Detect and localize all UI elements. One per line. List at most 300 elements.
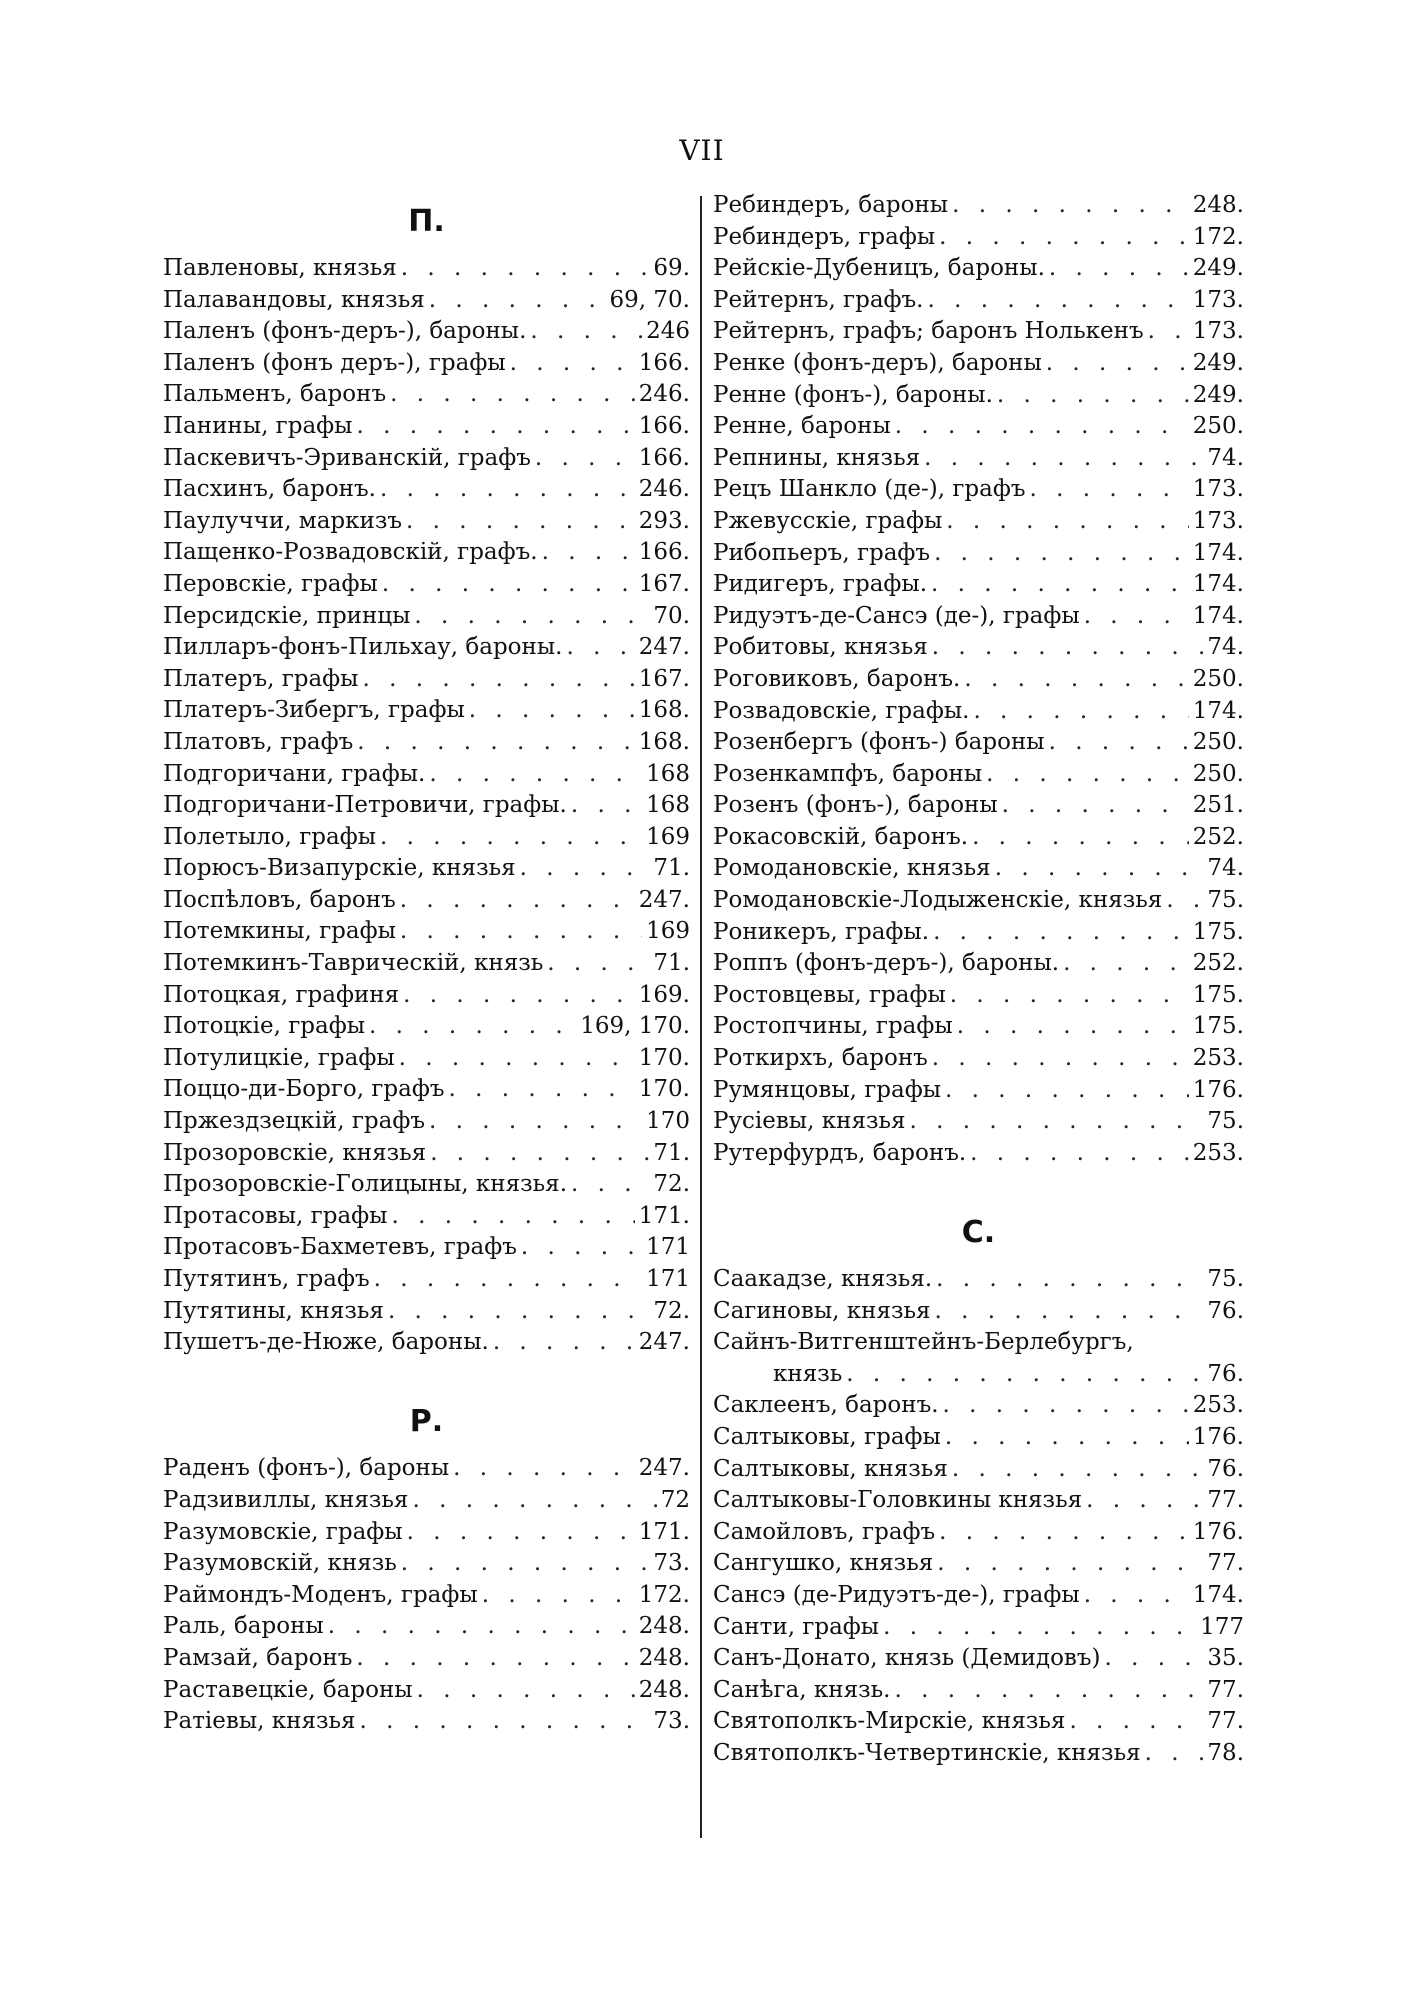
entry-name: Прозоровскіе-Голицыны, князья. bbox=[163, 1171, 568, 1198]
dot-leader bbox=[942, 506, 1189, 538]
entry-page-number: 168. bbox=[638, 697, 690, 724]
entry-page-number: 72. bbox=[653, 1297, 690, 1324]
entry-page-number: 250. bbox=[1192, 665, 1244, 692]
index-entry bbox=[163, 474, 690, 506]
index-entry bbox=[713, 1612, 1244, 1644]
index-entry bbox=[713, 1643, 1244, 1675]
dot-leader bbox=[968, 822, 1189, 854]
entry-name: Робитовы, князья bbox=[713, 634, 928, 661]
index-entry bbox=[163, 443, 690, 475]
entry-page-number: 171 bbox=[646, 1266, 690, 1292]
entry-name: Палавандовы, князья bbox=[163, 286, 425, 313]
index-entry bbox=[163, 348, 690, 380]
entry-page-number: 73. bbox=[653, 1550, 690, 1577]
index-entry bbox=[163, 1611, 690, 1643]
index-entry bbox=[163, 1106, 690, 1138]
entry-name: Ренне, бароны bbox=[713, 413, 891, 440]
index-column-right bbox=[713, 190, 1244, 1770]
index-entry bbox=[713, 727, 1244, 759]
dot-leader bbox=[906, 1106, 1204, 1138]
section-heading: П. bbox=[408, 204, 445, 239]
index-entry bbox=[713, 853, 1244, 885]
entry-name: Сангушко, князья bbox=[713, 1550, 934, 1577]
dot-leader bbox=[384, 1296, 649, 1328]
dot-leader bbox=[930, 538, 1189, 570]
entry-page-number: 176. bbox=[1192, 1423, 1244, 1450]
dot-leader bbox=[397, 253, 650, 285]
entry-name: Радзивиллы, князья bbox=[163, 1486, 409, 1513]
index-entry bbox=[713, 1327, 1244, 1359]
entry-name: Платеръ-Зибергъ, графы bbox=[163, 697, 465, 724]
entry-name: Розенбергъ (фонъ-) бароны bbox=[713, 729, 1045, 756]
entry-page-number: 172. bbox=[638, 1581, 690, 1608]
index-entry bbox=[163, 980, 690, 1012]
entry-name: Салтыковы-Головкины князья bbox=[713, 1487, 1083, 1514]
dot-leader bbox=[408, 1485, 656, 1517]
entry-name: князь bbox=[773, 1360, 843, 1387]
index-entry bbox=[713, 506, 1244, 538]
dot-leader bbox=[1162, 885, 1203, 917]
entry-page-number: 77. bbox=[1207, 1487, 1244, 1514]
index-entry bbox=[713, 1106, 1244, 1138]
entry-name: Роткирхъ, баронъ bbox=[713, 1045, 928, 1072]
index-entry bbox=[163, 1327, 690, 1359]
entry-page-number: 174. bbox=[1192, 539, 1244, 566]
index-entry bbox=[163, 1232, 690, 1264]
dot-leader bbox=[378, 569, 635, 601]
dot-leader bbox=[324, 1611, 635, 1643]
entry-name: Ростопчины, графы bbox=[713, 1013, 953, 1040]
entry-name: Репнины, князья bbox=[713, 444, 921, 471]
entry-page-number: 174. bbox=[1192, 1581, 1244, 1608]
index-entry bbox=[713, 696, 1244, 728]
entry-name: Роппъ (фонъ-деръ-), бароны. bbox=[713, 950, 1060, 977]
section-heading: Р. bbox=[409, 1404, 444, 1440]
entry-page-number: 78. bbox=[1207, 1739, 1244, 1766]
dot-leader bbox=[370, 1264, 643, 1296]
index-entry bbox=[713, 1296, 1244, 1328]
entry-name: Рейскіе-Дубеницъ, бароны. bbox=[713, 255, 1045, 282]
entry-name: Потоцкая, графиня bbox=[163, 981, 400, 1008]
dot-leader bbox=[935, 222, 1189, 254]
entry-page-number: 170. bbox=[638, 1076, 690, 1103]
entry-page-number: 168 bbox=[646, 792, 690, 819]
dot-leader bbox=[444, 1074, 634, 1106]
entry-page-number: 170 bbox=[646, 1108, 690, 1135]
index-entry bbox=[163, 1296, 690, 1328]
entry-page-number: 247. bbox=[638, 1455, 690, 1482]
entry-name: Паулуччи, маркизъ bbox=[163, 507, 403, 534]
entry-name: Рутерфурдъ, баронъ. bbox=[713, 1139, 967, 1166]
entry-name: Рейтернъ, графъ. bbox=[713, 286, 924, 313]
entry-name: Салтыковы, князья bbox=[713, 1455, 948, 1482]
dot-leader bbox=[933, 1548, 1203, 1580]
index-entry bbox=[163, 1011, 690, 1043]
index-entry bbox=[713, 1517, 1244, 1549]
dot-leader bbox=[426, 1138, 649, 1170]
entry-page-number: 173. bbox=[1192, 318, 1244, 345]
entry-name: Сайнъ-Витгенштейнъ-Берлебургъ, bbox=[713, 1329, 1134, 1356]
entry-name: Рецъ Шанкло (де-), графъ bbox=[713, 476, 1026, 503]
dot-leader bbox=[932, 1264, 1203, 1296]
index-entry bbox=[163, 1580, 690, 1612]
index-entry bbox=[713, 1011, 1244, 1043]
entry-page-number: 71. bbox=[653, 950, 690, 977]
entry-name: Раль, бароны bbox=[163, 1613, 324, 1640]
entry-name: Путятинъ, графъ bbox=[163, 1266, 370, 1292]
entry-page-number: 174. bbox=[1192, 697, 1244, 724]
index-entry bbox=[163, 1485, 690, 1517]
index-entry bbox=[163, 569, 690, 601]
index-entry bbox=[713, 1390, 1244, 1422]
entry-name: Ромодановскіе, князья bbox=[713, 855, 991, 882]
dot-leader bbox=[879, 1612, 1196, 1644]
entry-page-number: 249. bbox=[1192, 255, 1244, 282]
entry-name: Потемкинъ-Таврическій, князь bbox=[163, 950, 544, 977]
entry-name: Раставецкіе, бароны bbox=[163, 1676, 413, 1703]
entry-name: Сансэ (де-Ридуэтъ-де-), графы bbox=[713, 1581, 1080, 1608]
entry-page-number: 77. bbox=[1207, 1708, 1244, 1735]
entry-page-number: 175. bbox=[1192, 918, 1244, 945]
index-entry bbox=[163, 1264, 690, 1296]
entry-page-number: 172. bbox=[1192, 223, 1244, 250]
index-entry bbox=[163, 601, 690, 633]
entry-page-number: 253. bbox=[1192, 1392, 1244, 1419]
index-entry bbox=[713, 538, 1244, 570]
index-entry bbox=[713, 1706, 1244, 1738]
dot-leader bbox=[396, 916, 642, 948]
entry-page-number: 170. bbox=[638, 1044, 690, 1071]
entry-page-number: 166. bbox=[638, 444, 690, 471]
column-divider bbox=[700, 196, 702, 1838]
section-spacer bbox=[713, 1169, 1244, 1201]
dot-leader bbox=[352, 411, 634, 443]
entry-name: Рокасовскій, баронъ. bbox=[713, 823, 969, 850]
index-entry bbox=[163, 1138, 690, 1170]
entry-name: Пржездзецкій, графъ bbox=[163, 1108, 426, 1135]
entry-name: Павленовы, князья bbox=[163, 255, 397, 281]
entry-name: Путятины, князья bbox=[163, 1297, 384, 1324]
entry-page-number: 175. bbox=[1192, 981, 1244, 1008]
index-entry bbox=[163, 1548, 690, 1580]
entry-name: Платовъ, графъ bbox=[163, 728, 354, 755]
dot-leader bbox=[478, 1580, 635, 1612]
entry-page-number: 171 bbox=[646, 1234, 690, 1261]
dot-leader bbox=[1065, 1706, 1203, 1738]
entry-page-number: 177 bbox=[1200, 1613, 1244, 1640]
entry-page-number: 246. bbox=[638, 381, 690, 408]
entry-page-number: 75. bbox=[1207, 1108, 1244, 1135]
entry-page-number: 169 bbox=[646, 918, 690, 945]
index-entry bbox=[163, 537, 690, 569]
entry-page-number: 69. bbox=[653, 255, 690, 281]
entry-page-number: 168. bbox=[638, 728, 690, 755]
index-entry bbox=[163, 759, 690, 791]
index-entry bbox=[713, 1264, 1244, 1296]
dot-leader bbox=[1059, 948, 1189, 980]
entry-name: Подгоричани, графы. bbox=[163, 760, 426, 787]
dot-leader bbox=[506, 348, 635, 380]
dot-leader bbox=[969, 696, 1188, 728]
index-entry bbox=[163, 285, 690, 317]
dot-leader bbox=[567, 790, 642, 822]
dot-leader bbox=[386, 379, 635, 411]
dot-leader bbox=[1080, 601, 1189, 633]
entry-name: Ребиндеръ, графы bbox=[713, 223, 936, 250]
entry-page-number: 173. bbox=[1192, 476, 1244, 503]
entry-page-number: 176. bbox=[1192, 1518, 1244, 1545]
entry-page-number: 75. bbox=[1207, 1266, 1244, 1292]
dot-leader bbox=[928, 1043, 1189, 1075]
index-entry bbox=[163, 853, 690, 885]
dot-leader bbox=[399, 980, 635, 1012]
dot-leader bbox=[376, 474, 635, 506]
entry-page-number: 166. bbox=[638, 349, 690, 376]
index-entry bbox=[713, 632, 1244, 664]
entry-name: Потемкины, графы bbox=[163, 918, 396, 945]
entry-name: Роговиковъ, баронъ. bbox=[713, 665, 961, 692]
entry-name: Рейтернъ, графъ; баронъ Нолькенъ bbox=[713, 318, 1144, 345]
entry-name: Самойловъ, графъ bbox=[713, 1518, 936, 1545]
entry-name: Подгоричани-Петровичи, графы. bbox=[163, 792, 567, 819]
entry-name: Паленъ (фонъ-деръ-), бароны. bbox=[163, 318, 527, 345]
entry-name: Разумовскіе, графы bbox=[163, 1518, 403, 1545]
entry-page-number: 76. bbox=[1207, 1360, 1244, 1387]
entry-page-number: 35. bbox=[1207, 1645, 1244, 1672]
entry-page-number: 171. bbox=[638, 1518, 690, 1545]
index-entry bbox=[713, 601, 1244, 633]
index-entry bbox=[163, 916, 690, 948]
index-entry bbox=[163, 1643, 690, 1675]
index-entry bbox=[713, 1043, 1244, 1075]
dot-leader bbox=[543, 948, 649, 980]
entry-page-number: 253. bbox=[1192, 1045, 1244, 1072]
dot-leader bbox=[425, 285, 606, 317]
dot-leader bbox=[927, 569, 1189, 601]
dot-leader bbox=[941, 1422, 1189, 1454]
entry-name: Ридуэтъ-де-Сансэ (де-), графы bbox=[713, 602, 1080, 629]
entry-page-number: 250. bbox=[1192, 413, 1244, 440]
dot-leader bbox=[929, 917, 1189, 949]
index-entry bbox=[713, 1548, 1244, 1580]
entry-name: Полетыло, графы bbox=[163, 823, 377, 850]
dot-leader bbox=[352, 1643, 634, 1675]
entry-page-number: 246. bbox=[638, 476, 690, 503]
entry-name: Раймондъ-Моденъ, графы bbox=[163, 1581, 478, 1608]
entry-page-number: 166. bbox=[638, 539, 690, 566]
entry-name: Прозоровскіе, князья bbox=[163, 1139, 427, 1166]
index-entry bbox=[713, 222, 1244, 254]
index-entry bbox=[163, 1169, 690, 1201]
dot-leader bbox=[1026, 474, 1189, 506]
entry-name: Рибопьеръ, графъ bbox=[713, 539, 931, 566]
dot-leader bbox=[891, 1675, 1204, 1707]
index-entry bbox=[163, 253, 690, 285]
entry-name: Ратіевы, князья bbox=[163, 1708, 356, 1735]
index-entry bbox=[163, 506, 690, 538]
entry-page-number: 70. bbox=[653, 602, 690, 629]
dot-leader bbox=[356, 1706, 650, 1738]
dot-leader bbox=[449, 1453, 635, 1485]
entry-page-number: 175. bbox=[1192, 1013, 1244, 1040]
index-entry bbox=[713, 569, 1244, 601]
entry-name: Розвадовскіе, графы. bbox=[713, 697, 970, 724]
entry-name: Рамзай, баронъ bbox=[163, 1644, 353, 1671]
dot-leader bbox=[948, 1454, 1204, 1486]
index-entry bbox=[163, 379, 690, 411]
entry-page-number: 71. bbox=[653, 1139, 690, 1166]
entry-page-number: 69, 70. bbox=[609, 286, 690, 313]
index-entry bbox=[713, 1485, 1244, 1517]
entry-page-number: 248. bbox=[638, 1676, 690, 1703]
dot-leader bbox=[941, 1075, 1189, 1107]
dot-leader bbox=[960, 664, 1188, 696]
index-entry bbox=[163, 664, 690, 696]
dot-leader bbox=[931, 1296, 1204, 1328]
dot-leader bbox=[993, 380, 1189, 412]
index-entry bbox=[163, 1201, 690, 1233]
dot-leader bbox=[982, 759, 1189, 791]
dot-leader bbox=[953, 1011, 1189, 1043]
dot-leader bbox=[365, 1011, 576, 1043]
index-entry bbox=[713, 759, 1244, 791]
dot-leader bbox=[939, 1390, 1189, 1422]
entry-page-number: 248. bbox=[638, 1644, 690, 1671]
entry-name: Санѣга, князь. bbox=[713, 1676, 891, 1703]
dot-leader bbox=[842, 1359, 1203, 1391]
dot-leader bbox=[946, 980, 1189, 1012]
dot-leader bbox=[998, 790, 1189, 822]
dot-leader bbox=[538, 537, 635, 569]
entry-name: Святополкъ-Четвертинскіе, князья bbox=[713, 1739, 1141, 1766]
index-entry bbox=[713, 1738, 1244, 1770]
entry-page-number: 74. bbox=[1207, 444, 1244, 471]
entry-name: Румянцовы, графы bbox=[713, 1076, 942, 1103]
index-entry bbox=[713, 443, 1244, 475]
entry-name: Раденъ (фонъ-), бароны bbox=[163, 1455, 450, 1482]
entry-page-number: 72. bbox=[653, 1171, 690, 1198]
entry-page-number: 72 bbox=[660, 1486, 690, 1513]
index-column-left bbox=[163, 190, 690, 1738]
index-entry bbox=[163, 727, 690, 759]
entry-page-number: 251. bbox=[1192, 792, 1244, 819]
entry-name: Порюсъ-Визапурскіе, князья bbox=[163, 855, 516, 882]
entry-name: Роникеръ, графы. bbox=[713, 918, 930, 945]
dot-leader bbox=[395, 1043, 635, 1075]
entry-name: Пилларъ-фонъ-Пильхау, бароны. bbox=[163, 634, 563, 661]
entry-name: Ренне (фонъ-), бароны. bbox=[713, 381, 993, 408]
index-entry bbox=[713, 1422, 1244, 1454]
entry-name: Паскевичъ-Эриванскій, графъ bbox=[163, 444, 531, 471]
entry-page-number: 167. bbox=[638, 570, 690, 597]
entry-name: Ромодановскіе-Лодыженскіе, князья bbox=[713, 887, 1163, 914]
entry-name: Пушетъ-де-Нюже, бароны. bbox=[163, 1329, 489, 1356]
dot-leader bbox=[924, 285, 1189, 317]
entry-name: Ребиндеръ, бароны bbox=[713, 192, 949, 218]
dot-leader bbox=[1082, 1485, 1203, 1517]
index-entry bbox=[163, 632, 690, 664]
entry-page-number: 252. bbox=[1192, 823, 1244, 850]
dot-leader bbox=[396, 885, 635, 917]
entry-name: Паленъ (фонъ деръ-), графы bbox=[163, 349, 506, 376]
entry-page-number: 247. bbox=[638, 886, 690, 913]
index-entry bbox=[713, 411, 1244, 443]
entry-page-number: 248. bbox=[638, 1613, 690, 1640]
dot-leader bbox=[526, 316, 642, 348]
entry-name: Потоцкіе, графы bbox=[163, 1013, 366, 1040]
entry-page-number: 74. bbox=[1207, 634, 1244, 661]
entry-page-number: 248. bbox=[1192, 192, 1244, 218]
dot-leader bbox=[387, 1201, 634, 1233]
entry-page-number: 73. bbox=[653, 1708, 690, 1735]
entry-page-number: 247. bbox=[638, 634, 690, 661]
dot-leader bbox=[403, 1517, 635, 1549]
index-entry bbox=[163, 411, 690, 443]
entry-page-number: 167. bbox=[638, 665, 690, 692]
entry-page-number: 77. bbox=[1207, 1550, 1244, 1577]
index-entry bbox=[163, 948, 690, 980]
index-entry bbox=[713, 190, 1244, 222]
entry-page-number: 174. bbox=[1192, 571, 1244, 598]
dot-leader bbox=[425, 759, 642, 791]
index-entry bbox=[713, 380, 1244, 412]
entry-name: Перовскіе, графы bbox=[163, 570, 378, 597]
entry-page-number: 293. bbox=[638, 507, 690, 534]
entry-name: Ридигеръ, графы. bbox=[713, 571, 928, 598]
dot-leader bbox=[516, 853, 650, 885]
dot-leader bbox=[402, 506, 635, 538]
entry-name: Розенъ (фонъ-), бароны bbox=[713, 792, 998, 819]
entry-page-number: 253. bbox=[1192, 1139, 1244, 1166]
index-entry bbox=[713, 917, 1244, 949]
index-entry bbox=[163, 316, 690, 348]
index-entry bbox=[163, 1706, 690, 1738]
entry-name: Ржевусскіе, графы bbox=[713, 507, 943, 534]
index-entry bbox=[713, 1454, 1244, 1486]
dot-leader bbox=[397, 1548, 650, 1580]
entry-page-number: 76. bbox=[1207, 1455, 1244, 1482]
entry-name: Персидскіе, принцы bbox=[163, 602, 411, 629]
dot-leader bbox=[991, 853, 1204, 885]
entry-page-number: 74. bbox=[1207, 855, 1244, 882]
dot-leader bbox=[1141, 1738, 1204, 1770]
index-entry bbox=[713, 285, 1244, 317]
index-entry bbox=[713, 1580, 1244, 1612]
dot-leader bbox=[1080, 1580, 1189, 1612]
entry-name: Саакадзе, князья. bbox=[713, 1266, 933, 1292]
dot-leader bbox=[517, 1232, 642, 1264]
page-number: VII bbox=[679, 134, 725, 167]
entry-name: Пасхинъ, баронъ. bbox=[163, 476, 376, 503]
dot-leader bbox=[1042, 348, 1189, 380]
index-entry bbox=[713, 474, 1244, 506]
index-entry bbox=[163, 1675, 690, 1707]
entry-name: Поспѣловъ, баронъ bbox=[163, 886, 396, 913]
dot-leader bbox=[1144, 316, 1189, 348]
entry-name: Русіевы, князья bbox=[713, 1108, 906, 1135]
dot-leader bbox=[376, 822, 642, 854]
dot-leader bbox=[489, 1327, 635, 1359]
index-entry bbox=[713, 822, 1244, 854]
index-entry bbox=[163, 885, 690, 917]
dot-leader bbox=[413, 1675, 635, 1707]
dot-leader bbox=[1101, 1643, 1204, 1675]
entry-page-number: 252. bbox=[1192, 950, 1244, 977]
index-entry bbox=[163, 1074, 690, 1106]
index-entry bbox=[163, 790, 690, 822]
entry-page-number: 169 bbox=[646, 823, 690, 850]
entry-page-number: 76. bbox=[1207, 1297, 1244, 1324]
